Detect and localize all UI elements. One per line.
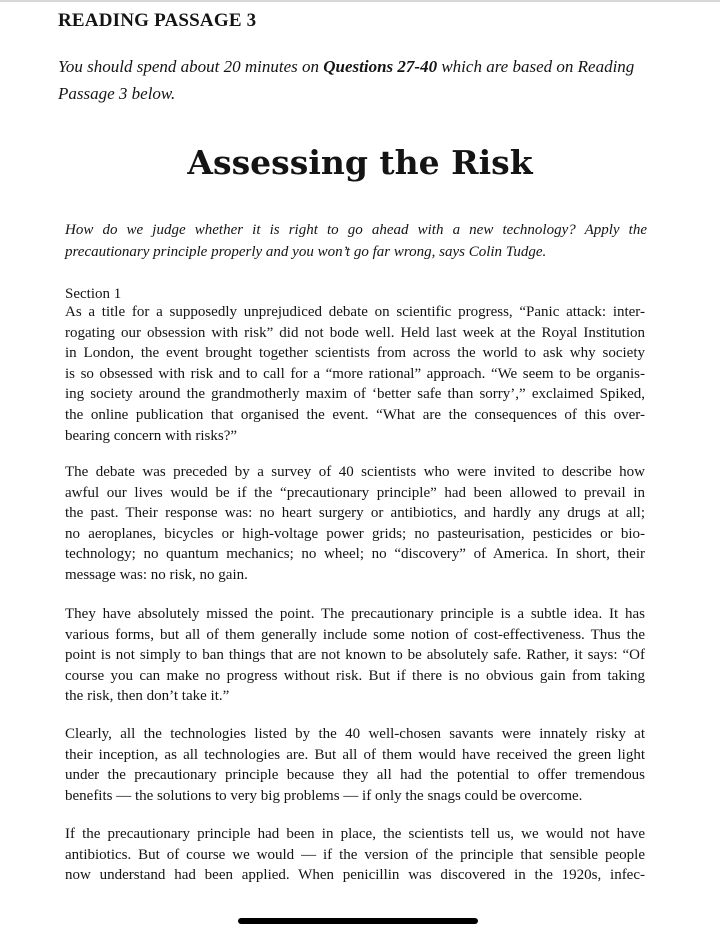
paragraph-line: various forms, but all of them generally include some notion of cost-effectiveness. Thus the — [65, 626, 645, 643]
paragraph-line: the risk, then don’t take it.” — [65, 688, 230, 705]
paragraph-2 — [65, 462, 645, 586]
instructions-text-end: which are based on Reading Passage 3 below. — [58, 57, 635, 103]
paragraph-1 — [65, 302, 645, 446]
paragraph-3 — [65, 604, 645, 707]
paragraph-line: message was: no risk, no gain. — [65, 566, 248, 583]
paragraph-line: As a title for a supposedly unprejudiced debate on scientific progress, “Panic attack: inter- — [65, 304, 645, 320]
paragraph-line: rogating our obsession with risk” did not bode well. Held last week at the Royal Institution — [65, 324, 645, 341]
home-indicator-bar[interactable] — [238, 918, 478, 924]
paragraph-line: awful our lives would be if the “precautionary principle” had been allowed to prevail in — [65, 484, 645, 501]
paragraph-line: technology; no quantum mechanics; no wheel; no “discovery” of America. In short, their — [65, 546, 645, 563]
paragraph-line: the online publication that organised the event. “What are the consequences of this over- — [65, 406, 645, 423]
paragraph-line: antibiotics. But of course we would — if the version of the principle that sensible people — [65, 846, 645, 863]
instructions-text: You should spend about 20 minutes on — [58, 57, 324, 76]
paragraph-line: the past. Their response was: no heart surgery or antibiotics, and hardly any drugs at all; — [65, 505, 645, 522]
section-label: Section 1 — [65, 286, 122, 302]
paragraph-line: point is not simply to ban things that are not known to be absolutely safe. Rather, it says: “Of — [65, 647, 645, 664]
article-standfirst: How do we judge whether it is right to go ahead with a new technology? Apply the precautionary principle properly and you won’t go far wrong, says Colin Tudge. — [65, 222, 647, 260]
paragraph-line: Clearly, all the technologies listed by the 40 well-chosen savants were innately risky at — [65, 726, 645, 742]
paragraph-line: now understand had been applied. When penicillin was discovered in the 1920s, infec- — [65, 867, 645, 884]
article-title: Assessing the Risk — [187, 143, 533, 182]
paragraph-line: benefits — the solutions to very big problems — if only the snags could be overcome. — [65, 787, 583, 804]
paragraph-line: ing society around the grandmotherly maxim of ‘better safe than sorry’,” exclaimed Spiked, — [65, 386, 645, 403]
paragraph-line: bearing concern with risks?” — [65, 427, 238, 444]
top-divider — [0, 0, 720, 2]
paragraph-5 — [65, 824, 645, 886]
paragraph-line: in London, the event brought together scientists from across the world to ask why society — [65, 345, 645, 362]
paragraph-line: They have absolutely missed the point. The precautionary principle is a subtle idea. It has — [65, 606, 645, 622]
paragraph-line: their inception, as all technologies are. But all of them would have received the green light — [65, 746, 645, 763]
paragraph-line: course you can make no progress without risk. But if there is no obvious gain from taking — [65, 667, 645, 684]
paragraph-line: no aeroplanes, bicycles or high-voltage power grids; no pasteurisation, pesticides or bio- — [65, 525, 645, 542]
questions-range: Questions 27-40 — [323, 57, 438, 76]
paragraph-line: is so obsessed with risk and to call for a “more rational” approach. “We seem to be organis- — [65, 365, 645, 382]
paragraph-4 — [65, 724, 645, 806]
instructions — [58, 53, 658, 107]
passage-heading: READING PASSAGE 3 — [58, 10, 257, 31]
paragraph-line: If the precautionary principle had been in place, the scientists tell us, we would not have — [65, 826, 645, 842]
paragraph-line: The debate was preceded by a survey of 40 scientists who were invited to describe how — [65, 464, 645, 480]
paragraph-line: under the precautionary principle because they all had the potential to offer tremendous — [65, 767, 645, 784]
